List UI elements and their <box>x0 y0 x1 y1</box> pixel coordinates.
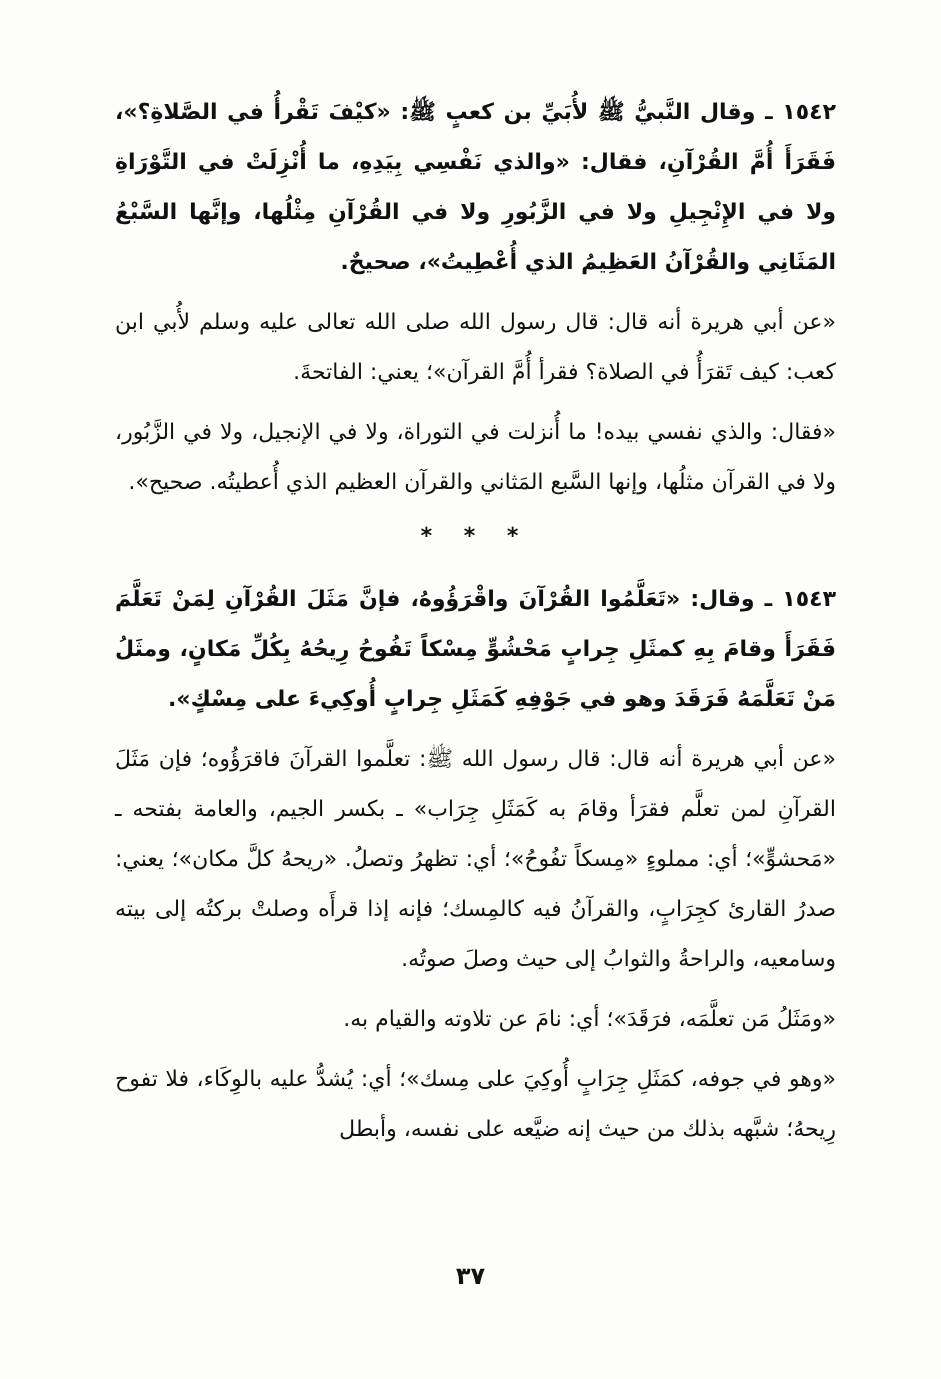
commentary-paragraph: «ومَثَلُ مَن تعلَّمَه، فرَقَدَ»؛ أي: نامَ عن تلاوته والقيام به. <box>343 1007 836 1032</box>
page-number: ٣٧ <box>455 1262 486 1290</box>
hadith-1542-section <box>115 88 836 508</box>
hadith-1543-section <box>115 575 836 1155</box>
commentary-paragraph: «عن أبي هريرة أنه قال: قال رسول الله صلى الله تعالى عليه وسلم لأُبي ابن كعب: كيف تَقرَأُ في الصلاة؟ فقرأ أُمَّ القرآن»؛ يعني: الفاتحةَ. <box>115 310 836 385</box>
commentary-paragraph: «فقال: والذي نفسي بيده! ما أُنزلت في التوراة، ولا في الإنجيل، ولا في الزَّبُور، ولا في القرآن مثلُها، وإنها السَّبع المَثاني والقرآن العظيم الذي أُعطيتُه. صحيح». <box>115 420 836 495</box>
section-separator: * * * <box>420 524 531 549</box>
hadith-1543-text: ١٥٤٣ ـ وقال: «تَعَلَّمُوا القُرْآنَ واقْرَؤُوهُ، فإنَّ مَثَلَ القُرْآنِ لِمَنْ تَعَلَّمَ فَقَرَأَ وقامَ بِهِ كمثَلِ جِرابٍ مَحْشُوٍّ مِسْكاً تَفُوحُ رِيحُهُ بِكُلِّ مَكانٍ، ومثَلُ مَنْ تَعَلَّمَهُ فَرَقَدَ وهو في جَوْفِهِ كَمَثَلِ جِرابٍ أُوكِيءَ على مِسْكٍ». <box>115 587 836 712</box>
commentary-paragraph: «وهو في جوفه، كمَثَلِ جِرَابٍ أُوكِيَ على مِسك»؛ أي: يُشدُّ عليه بالوِكَاء، فلا تفوح رِيحهُ؛ شبَّهه بذلك من حيث إنه ضيَّعه على نفسه، وأبطل <box>115 1067 836 1142</box>
hadith-1542-text: ١٥٤٢ ـ وقال النَّبيُّ ﷺ لأُبَيِّ بن كعبٍ ﷺ: «كيْفَ تَقْرأُ في الصَّلاةِ؟»، فَقَرَأَ أُمَّ القُرْآنِ، فقال: «والذي نَفْسِي بِيَدِهِ، ما أُنْزِلَتْ في التَّوْرَاةِ ولا في الإِنْجِيلِ ولا في الزَّبُورِ ولا في القُرْآنِ مِثْلُها، وإنَّها السَّبْعُ المَثَانِي والقُرْآنُ العَظِيمُ الذي أُعْطِيتُ»، صحيحٌ. <box>115 100 836 275</box>
commentary-paragraph: «عن أبي هريرة أنه قال: قال رسول الله ﷺ: تعلَّموا القرآنَ فاقرَؤُوه؛ فإن مَثَلَ القرآنِ لمن تعلَّم فقرَأ وقامَ به كَمَثَلِ جِرَاب» ـ بكسر الجيم، والعامة بفتحه ـ «مَحشوٍّ»؛ أي: مملوءٍ «مِسكاً تفُوحُ»؛ أي: تظهرُ وتصلُ. «ريحهُ كلَّ مكان»؛ يعني: صدرُ القارئ كجِرَابٍ، والقرآنُ فيه كالمِسك؛ فإنه إذا قرأَه وصلتْ بركتُه إلى بيته وسامعيه، والراحةُ والثوابُ إلى حيث وصلَ صوتُه. <box>115 747 836 972</box>
